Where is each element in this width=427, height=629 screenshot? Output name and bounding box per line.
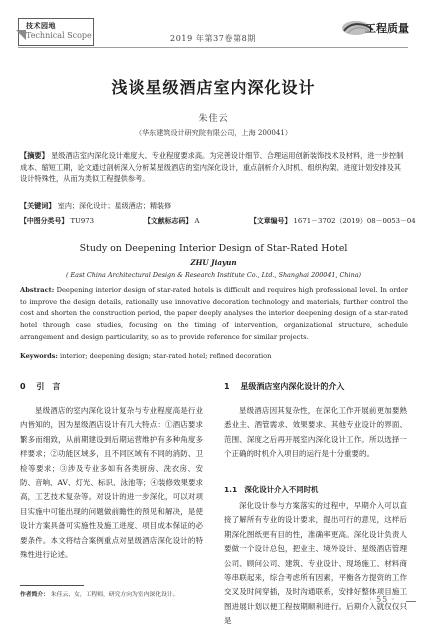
footnote-label: 作者简介：: [20, 592, 49, 598]
page-number-decoration: [406, 601, 416, 602]
chinese-keywords-label: 【关键词】: [20, 201, 56, 210]
chinese-abstract-label: 【摘要】: [20, 151, 49, 160]
english-keywords: [20, 352, 408, 360]
section-number: 1: [224, 382, 230, 391]
clc-label: 【中图分类号】: [20, 217, 69, 225]
chinese-abstract: [20, 150, 408, 185]
author-cn: 朱佳云: [198, 114, 229, 124]
section-number: 0: [20, 382, 26, 391]
header-rule: [18, 47, 408, 48]
document-code-label: 【文献标志码】: [144, 217, 193, 225]
english-abstract-text: Deepening interior design of star-rated hotels is difficult and requires high professional level. In order to improve the design details, rationally use innovative decoration technology and materials, further control the cost and shorten the construction period, the paper deeply analyses the interior deepening design of a star-rated hotel through case studies, focusing on the timing of intervention, organizational structure, schedule arrangement and design particularity, so as to provide reference for similar projects.: [20, 286, 408, 341]
chinese-abstract-text: 星级酒店室内深化设计难度大、专业程度要求高。为完善设计细节、合理运用创新装饰技术及材料，进一步控制成本、缩短工期，论文通过剖析深入分析某星级酒店的室内深化设计，重点剖析介入时机、组织构架、进度计划安排及其设计特殊性，从而为类似工程提供参考。: [20, 151, 404, 184]
article-number-label: 【文章编号】: [250, 217, 292, 225]
article-title-en: Study on Deepening Interior Design of Star-Rated Hotel: [79, 243, 348, 254]
introduction-paragraph: 星级酒店的室内深化设计复杂与专业程度高是行业内皆知的，因为星级酒店设计有几大特点：①酒店要求繁多而细致，从前期建设到后期运营维护有多种角度多样要求；②功能区域多，且不同区域有不同的消防、卫检等要求；③涉及专业多如有各类厨房、洗衣房、安防、音响、AV、灯光、标识、泳池等；④装修效果要求高，工艺技术复杂等。对设计的进一步深化，可以对项目实施中可能出现的问题做前瞻性的预见和解决，是使设计方案具备可实施性及施工进度、项目成本保证的必要条件。本文将结合案例重点对星级酒店深化设计的特殊性进行论述。: [20, 406, 203, 560]
page-number: · 55 ·: [369, 595, 396, 604]
author-en: ZHU Jiayun: [190, 258, 237, 267]
article-number: [250, 215, 416, 225]
intervention-paragraph-1: 星级酒店因其复杂性，在深化工作开展前更加要熟悉业主、酒管需求、效果要求、其他专业设计的界面、范围、深度之后再开展室内深化设计工作。所以选择一个正确的时机介入项目的运行是十分重要的。: [224, 406, 407, 459]
english-abstract: [20, 285, 408, 344]
section-heading-intervention: [224, 380, 344, 394]
logo-text: 工程质量: [365, 22, 409, 35]
document-code-value: A: [194, 217, 200, 225]
journal-logo: [340, 18, 410, 38]
chinese-keywords-text: 室内；深化设计；星级酒店；精装修: [57, 201, 172, 210]
column-tag: [18, 18, 94, 46]
section-title: 星级酒店室内深化设计的介入: [240, 382, 345, 391]
chinese-keywords: [20, 201, 408, 211]
column-tag-chinese: 技术园地: [26, 21, 56, 30]
clc-value: TU973: [70, 217, 94, 225]
english-abstract-label: Abstract:: [20, 286, 55, 294]
footnote-rule: [20, 585, 84, 586]
subsection-heading: 1.1 深化设计介入不同时机: [224, 485, 319, 494]
clc-number: [20, 215, 94, 225]
document-code: [144, 215, 199, 225]
left-column: [20, 380, 203, 580]
journal-logo-svg: [340, 18, 410, 38]
column-tag-english: Technical Scope: [26, 31, 92, 40]
issue-info: 2019 年第37卷第8期: [170, 34, 256, 43]
english-keywords-label: Keywords:: [20, 352, 58, 360]
affiliation-en: ( East China Architectural Design & Research Institute Co., Ltd., Shanghai 200041, China): [65, 271, 362, 279]
article-number-value: 1671－3702（2019）08－0053－04: [293, 217, 416, 225]
metadata-row: [20, 215, 416, 227]
author-footnote: [20, 589, 178, 598]
article-title-cn: 浅谈星级酒店室内深化设计: [111, 78, 316, 97]
section-heading-introduction: [20, 380, 60, 394]
affiliation-cn: （华东建筑设计研究院有限公司，上海 200041）: [134, 128, 293, 137]
intervention-paragraph-2: 深化设计参与方案落实的过程中，早期介入可以直接了解所有专业的设计要求，提出可行的意见，这样后期深化图纸更有目的性，准确率更高。深化设计负责人要做一个设计总包，把业主、境外设计、星级酒店管理公司、顾问公司、建筑、专业设计、现场施工、材料商等串联起来，综合考虑所有因素，平衡各方提资的工作交叉及时间穿插，及时沟通联系，安排好整体项目施工图进展计划以便工程按期顺利进行。后期介入就仅仅只是: [224, 501, 407, 626]
english-keywords-text: interior; deepening design; star-rated hotel; refined decoration: [60, 352, 272, 360]
section-title: 引 言: [36, 382, 61, 391]
footnote-text: 朱佳云，女，工程师，研究方向为室内深化设计。: [50, 592, 179, 598]
